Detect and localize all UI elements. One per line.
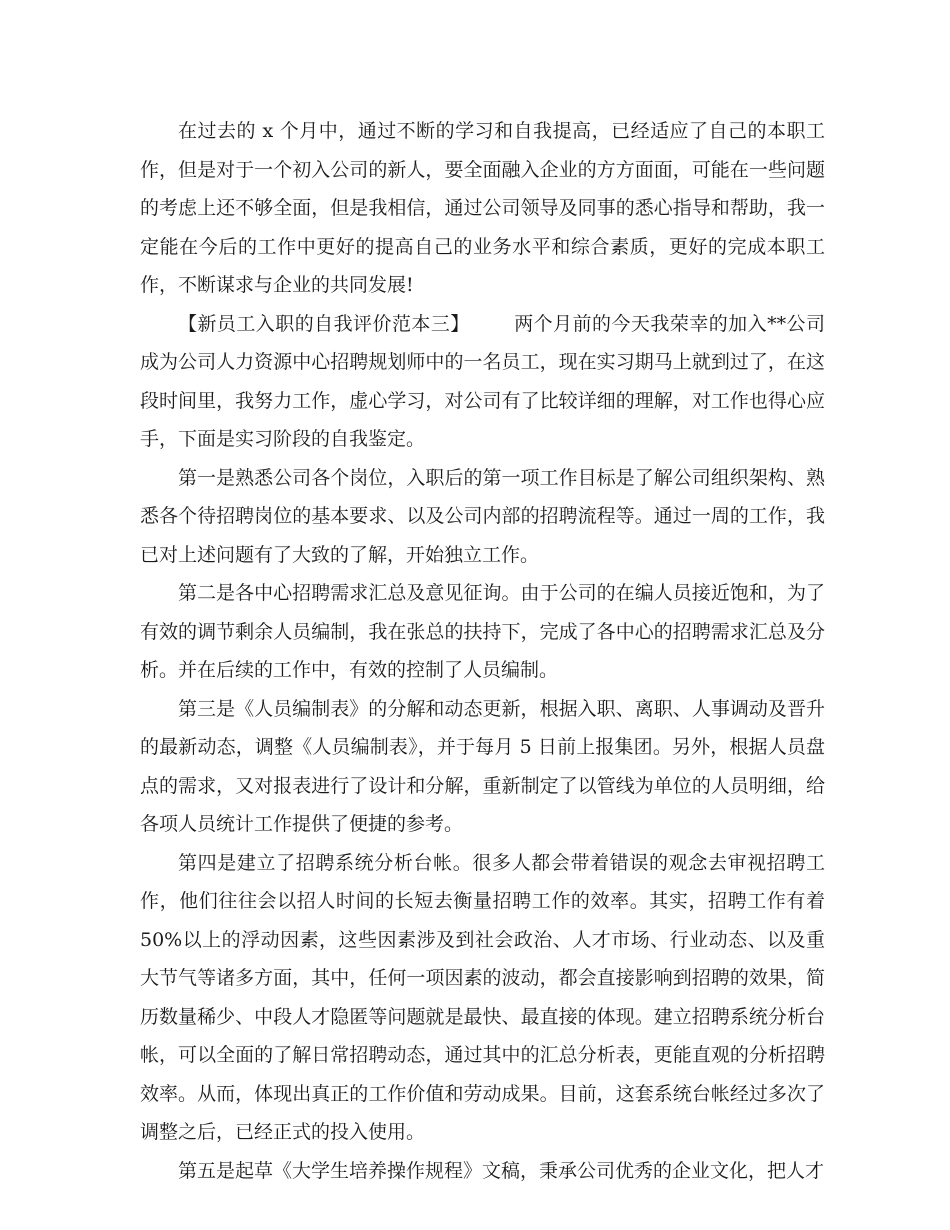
paragraph-first — [140, 459, 825, 575]
paragraph-third — [140, 690, 825, 844]
section-heading: 【新员工入职的自我评价范本三】 — [178, 312, 470, 335]
paragraph-text: 第一是熟悉公司各个岗位，入职后的第一项工作目标是了解公司组织架构、熟悉各个待招聘岗位的基本要求、以及公司内部的招聘流程等。通过一周的工作，我已对上述问题有了大致的了解，开始独立工作。 — [140, 466, 825, 566]
document-body — [140, 112, 825, 1190]
paragraph-sample-three — [140, 305, 825, 459]
paragraph-text: 第四是建立了招聘系统分析台帐。很多人都会带着错误的观念去审视招聘工作，他们往往会以招人时间的长短去衡量招聘工作的效率。其实，招聘工作有着 50%以上的浮动因素，这些因素涉及到社会政治、人才市场、行业动态、以及重大节气等诸多方面，其中，任何一项因素的波动，都会直接影响到招聘的效果，简历数量稀少、中段人才隐匿等问题就是最快、最直接的体现。建立招聘系统分析台帐，可以全面的了解日常招聘动态，通过其中的汇总分析表，更能直观的分析招聘效率。从而，体现出真正的工作价值和劳动成果。目前，这套系统台帐经过多次了调整之后，已经正式的投入使用。 — [140, 851, 825, 1143]
paragraph-text: 两个月前的今天我荣幸的加入**公司成为公司人力资源中心招聘规划师中的一名员工，现在实习期马上就到过了，在这段时间里，我努力工作，虚心学习，对公司有了比较详细的理解，对工作也得心应手，下面是实习阶段的自我鉴定。 — [140, 312, 825, 450]
paragraph-fourth — [140, 844, 825, 1152]
paragraph-text: 第二是各中心招聘需求汇总及意见征询。由于公司的在编人员接近饱和，为了有效的调节剩余人员编制，我在张总的扶持下，完成了各中心的招聘需求汇总及分析。并在后续的工作中，有效的控制了人员编制。 — [140, 582, 825, 681]
paragraph-text: 在过去的 x 个月中，通过不断的学习和自我提高，已经适应了自己的本职工作，但是对于一个初入公司的新人，要全面融入企业的方方面面，可能在一些问题的考虑上还不够全面，但是我相信，通过公司领导及同事的悉心指导和帮助，我一定能在今后的工作中更好的提高自己的业务水平和综合素质，更好的完成本职工作，不断谋求与企业的共同发展! — [140, 120, 825, 296]
paragraph-text: 第三是《人员编制表》的分解和动态更新，根据入职、离职、人事调动及晋升的最新动态，调整《人员编制表》，并于每月 5 日前上报集团。另外，根据人员盘点的需求，又对报表进行了设计和分解，重新制定了以管线为单位的人员明细，给各项人员统计工作提供了便捷的参考。 — [140, 697, 825, 835]
paragraph-fifth — [140, 1152, 825, 1191]
paragraph-adaptation — [140, 112, 825, 305]
paragraph-text: 第五是起草《大学生培养操作规程》文稿，秉承公司优秀的企业文化，把人才 — [178, 1159, 825, 1182]
paragraph-second — [140, 574, 825, 690]
